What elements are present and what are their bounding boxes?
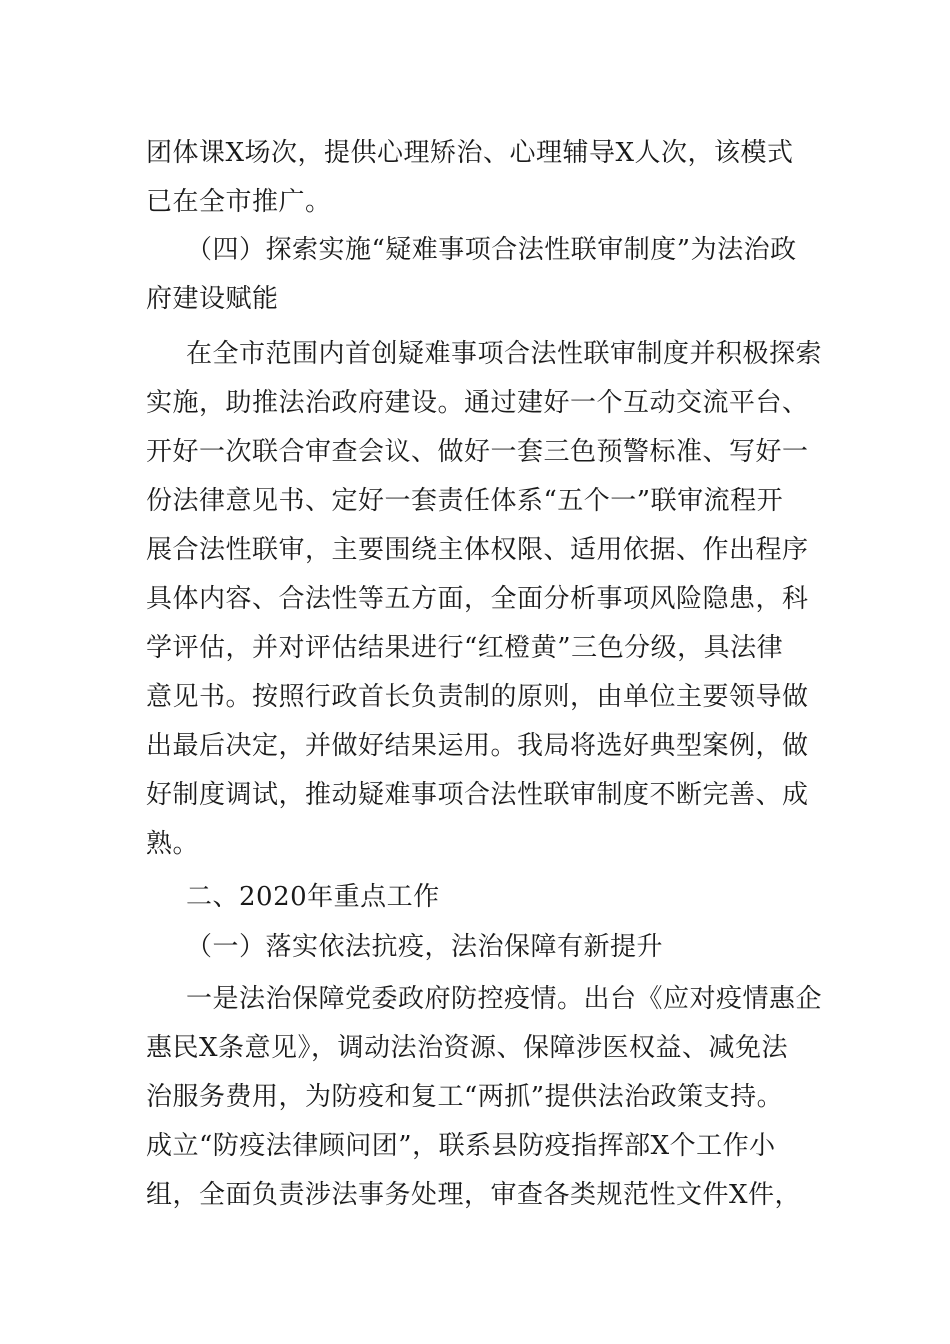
body-text-line: 团体课X场次，提供心理矫治、心理辅导X人次，该模式: [146, 138, 794, 168]
section-heading-4: （四）探索实施“疑难事项合法性联审制度”为法治政: [186, 235, 797, 265]
body-text-line: 意见书。按照行政首长负责制的原则，由单位主要领导做: [146, 682, 809, 712]
section-heading-2: 二、2020年重点工作: [186, 882, 440, 912]
body-text-line: 开好一次联合审查会议、做好一套三色预警标准、写好一: [146, 437, 809, 467]
body-text-line: 治服务费用，为防疫和复工“两抓”提供法治政策支持。: [146, 1082, 784, 1112]
body-text-line: 惠民X条意见》，调动法治资源、保障涉医权益、减免法: [146, 1033, 789, 1063]
body-text-line: 出最后决定，并做好结果运用。我局将选好典型案例，做: [146, 731, 809, 761]
body-text-line: 已在全市推广。: [146, 187, 332, 217]
paragraph-start: 在全市范围内首创疑难事项合法性联审制度并积极探索: [186, 339, 823, 369]
body-text-line: 展合法性联审，主要围绕主体权限、适用依据、作出程序: [146, 535, 809, 565]
body-text-line: 学评估，并对评估结果进行“红橙黄”三色分级，具法律: [146, 633, 784, 663]
body-text-line: 实施，助推法治政府建设。通过建好一个互动交流平台、: [146, 388, 809, 418]
body-text-line: 好制度调试，推动疑难事项合法性联审制度不断完善、成: [146, 780, 809, 810]
body-text-line: 份法律意见书、定好一套责任体系“五个一”联审流程开: [146, 486, 784, 516]
paragraph-start: 一是法治保障党委政府防控疫情。出台《应对疫情惠企: [186, 984, 823, 1014]
body-text-line: 熟。: [146, 829, 200, 859]
body-text-line: 成立“防疫法律顾问团”，联系县防疫指挥部X个工作小: [146, 1131, 776, 1161]
section-heading-4-cont: 府建设赋能: [146, 284, 279, 314]
subsection-heading-1: （一）落实依法抗疫，法治保障有新提升: [186, 932, 664, 962]
body-text-line: 具体内容、合法性等五方面，全面分析事项风险隐患，科: [146, 584, 809, 614]
body-text-line: 组，全面负责涉法事务处理，审查各类规范性文件X件，: [146, 1180, 802, 1210]
